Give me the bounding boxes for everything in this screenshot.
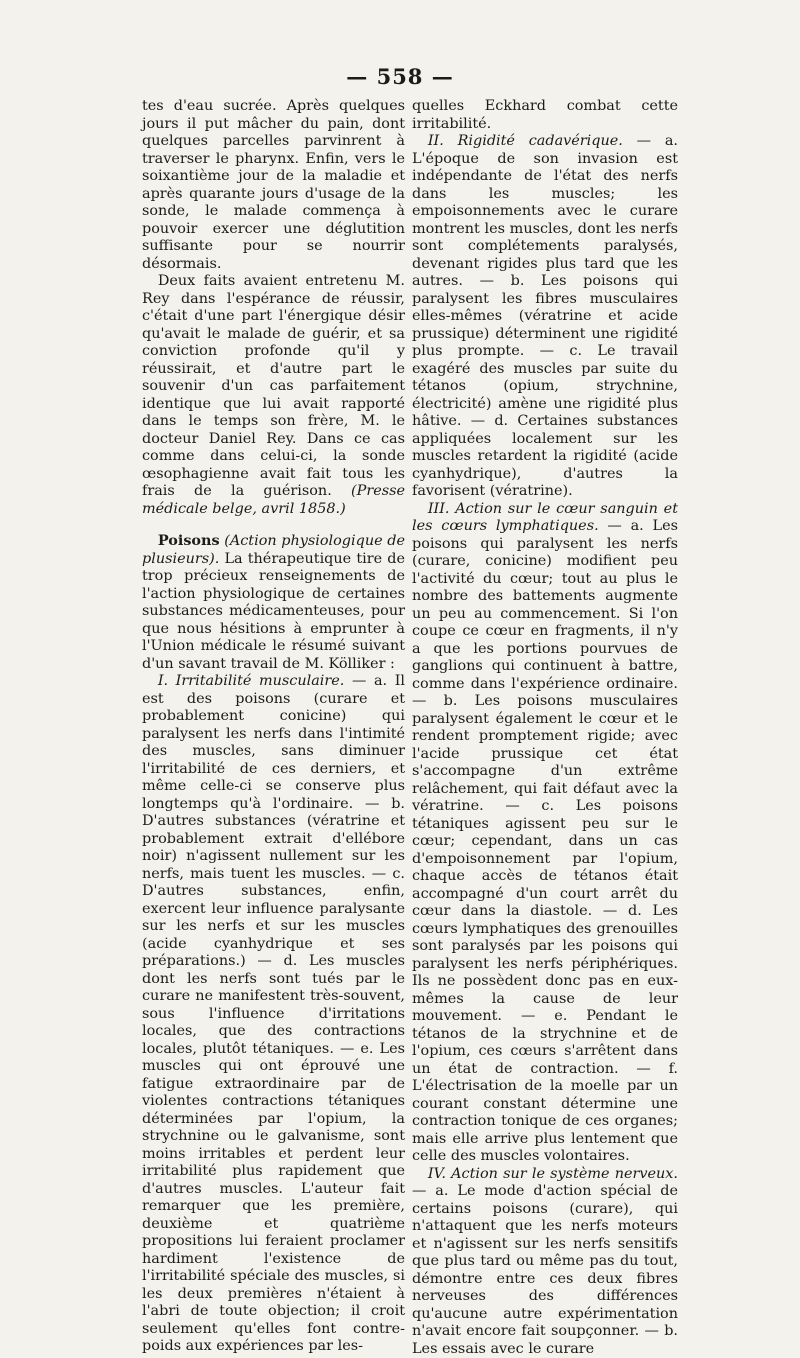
section-subheading-poisons: (Action physiologique de plusieurs).: [142, 533, 405, 567]
left-column: [142, 98, 405, 1356]
paragraph-rigidite-text: — a. L'époque de son invasion est indépendante de l'état des nerfs dans les muscles; les empoisonnements avec le curare montrent les muscles, dont les nerfs sont complétements paralysés, devenant rigides plus tard que les autres. — b. Les poisons qui paralysent les fibres musculaires elles-mêmes (vératrine et acide prussique) déterminent une rigidité plus prompte. — c. Le travail exagéré des muscles par suite du tétanos (opium, strychnine, électricité) amène une rigidité plus hâtive. — d. Certaines substances appliquées localement sur les muscles retardent la rigidité (acide cyanhydrique), d'autres la favorisent (vératrine).: [412, 133, 678, 499]
paragraph-deglutition: tes d'eau sucrée. Après quelques jours il put mâcher du pain, dont quelques parcelles parvinrent à traverser le pharynx. Enfin, vers le soixantième jour de la maladie et après quarante jours d'usage de la sonde, le malade commença à pouvoir exercer une déglutition suffisante pour se nourrir désormais.: [142, 98, 405, 273]
section-heading-poisons: Poisons: [158, 532, 220, 549]
paragraph-poisons: [142, 532, 405, 673]
right-column: [412, 98, 678, 1358]
paragraph-rey-text: Deux faits avaient entretenu M. Rey dans l'espérance de réussir, c'était d'une part l'énergique désir qu'avait le malade de guérir, et sa conviction profonde qu'il y réussirait, et d'autre part le souvenir d'un cas parfaitement identique que lui avait rapporté dans le temps son frère, M. le docteur Daniel Rey. Dans ce cas comme dans celui-ci, la sonde œsophagienne avait fait tous les frais de la guérison.: [142, 273, 405, 499]
paragraph-coeur-text: — a. Les poisons qui paralysent les nerfs (curare, conicine) modifient peu l'activité du cœur; tout au plus le nombre des battements augmente un peu au commencement. Si l'on coupe ce cœur en fragments, il n'y a que les portions pourvues de ganglions qui continuent à battre, comme dans l'expérience ordinaire. — b. Les poisons musculaires paralysent également le cœur et le rendent promptement rigide; avec l'acide prussique cet état s'accompagne d'un extrême relâchement, qui fait défaut avec la vératrine. — c. Les poisons tétaniques agissent peu sur le cœur; cependant, dans un cas d'empoisonnement par l'opium, chaque accès de tétanos était accompagné d'un court arrêt du cœur dans la diastole. — d. Les cœurs lymphatiques des grenouilles sont paralysés par les poisons qui paralysent les nerfs périphériques. Ils ne possèdent donc pas en eux-mêmes la cause de leur mouvement. — e. Pendant le tétanos de la strychnine et de l'opium, ces cœurs s'arrêtent dans un état de contraction. — f. L'électrisation de la moelle par un courant constant détermine une contraction tonique de ces organes; mais elle arrive plus lentement que celle des muscles volontaires.: [412, 518, 678, 1164]
page-number: — 558 —: [0, 64, 800, 89]
heading-systeme-nerveux: IV. Action sur le système nerveux.: [428, 1166, 678, 1182]
paragraph-irritabilite: [142, 673, 405, 1356]
paragraph-systeme-nerveux-text: — a. Le mode d'action spécial de certains poisons (curare), qui n'attaquent que les nerfs moteurs et n'agissent sur les nerfs sensitifs que plus tard ou même pas du tout, démontre entre ces deux fibres nerveuses des différences qu'aucune autre expérimentation n'avait encore fait soupçonner. — b. Les essais avec le curare: [412, 1183, 678, 1357]
paragraph-rigidite: [412, 133, 678, 501]
paragraph-coeur: [412, 501, 678, 1166]
heading-rigidite: II. Rigidité cadavérique.: [428, 133, 623, 149]
source-citation: (Presse médicale belge, avril 1858.): [142, 483, 405, 517]
heading-irritabilite: I. Irritabilité musculaire.: [158, 673, 345, 689]
paragraph-rey: [142, 273, 405, 518]
paragraph-eckhard: quelles Eckhard combat cette irritabilité.: [412, 98, 678, 133]
heading-coeur: III. Action sur le cœur sanguin et les cœurs lymphatiques.: [412, 501, 678, 535]
paragraph-poisons-text: La thérapeutique tire de trop précieux renseignements de l'action physiologique de certaines substances médicamenteuses, pour que nous hésitions à emprunter à l'Union médicale le résumé suivant d'un savant travail de M. Kölliker :: [142, 551, 405, 672]
paragraph-irritabilite-text: — a. Il est des poisons (curare et probablement conicine) qui paralysent les nerfs dans l'intimité des muscles, sans diminuer l'irritabilité de ces derniers, et même celle-ci se conserve plus longtemps qu'à l'ordinaire. — b. D'autres substances (vératrine et probablement extrait d'ellébore noir) n'agissent nullement sur les nerfs, mais tuent les muscles. — c. D'autres substances, enfin, exercent leur influence paralysante sur les nerfs et sur les muscles (acide cyanhydrique et ses préparations.) — d. Les muscles dont les nerfs sont tués par le curare ne manifestent très-souvent, sous l'influence d'irritations locales, que des contractions locales, plutôt tétaniques. — e. Les muscles qui ont éprouvé une fatigue extraordinaire par de violentes contractions tétaniques déterminées par l'opium, la strychnine ou le galvanisme, sont moins irritables et perdent leur irritabilité plus rapidement que d'autres muscles. L'auteur fait remarquer que les première, deuxième et quatrième propositions lui feraient proclamer hardiment l'existence de l'irritabilité spéciale des muscles, si les deux premières n'étaient à l'abri de toute objection; il croit seulement qu'elles font contre-poids aux expériences par les-: [142, 673, 405, 1354]
